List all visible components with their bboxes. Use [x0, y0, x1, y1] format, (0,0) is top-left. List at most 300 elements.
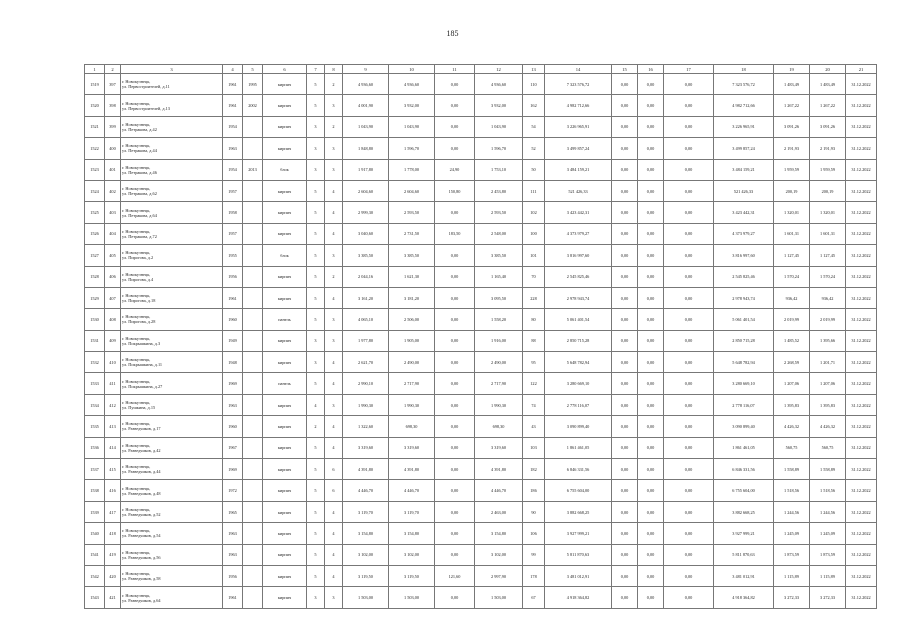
cell-c21: 31.12.2022	[846, 480, 877, 501]
address-city: г. Новокузнецк,	[122, 335, 151, 341]
cell-c16: 0,00	[638, 180, 664, 201]
cell-c15: 0,00	[612, 565, 638, 586]
cell-c4: 1956	[223, 266, 243, 287]
cell-c17: 0,00	[664, 523, 714, 544]
address-street: ул. Пирогова, д.18	[122, 298, 156, 304]
cell-c15: 0,00	[612, 95, 638, 116]
cell-c19: 1 518,56	[774, 480, 810, 501]
cell-c21: 31.12.2022	[846, 416, 877, 437]
address-cell	[121, 373, 223, 394]
cell-c13: 43	[523, 416, 545, 437]
column-number-row	[85, 65, 877, 74]
cell-c4: 1955	[223, 245, 243, 266]
page-number: 185	[446, 29, 459, 38]
cell-c1: 1539	[85, 501, 105, 522]
cell-c6: кирпич	[263, 480, 307, 501]
cell-c15: 0,00	[612, 266, 638, 287]
cell-c9: 3 102,00	[343, 544, 389, 565]
address-city: г. Новокузнецк,	[122, 186, 151, 192]
cell-c9: 3 040,60	[343, 223, 389, 244]
address-city: г. Новокузнецк,	[122, 100, 151, 106]
cell-c15: 0,00	[612, 309, 638, 330]
cell-c6: кирпич	[263, 180, 307, 201]
cell-c5: 2002	[243, 95, 263, 116]
cell-c13: 54	[523, 116, 545, 137]
cell-c17: 0,00	[664, 352, 714, 373]
address-cell	[121, 266, 223, 287]
cell-c20: 1 201,71	[810, 352, 846, 373]
cell-c11: 0,00	[435, 480, 475, 501]
cell-c10: 4 936,60	[389, 74, 435, 95]
cell-c21: 31.12.2022	[846, 459, 877, 480]
cell-c15: 0,00	[612, 501, 638, 522]
cell-c16: 0,00	[638, 480, 664, 501]
cell-c11: 0,00	[435, 523, 475, 544]
cell-c11: 0,00	[435, 459, 475, 480]
cell-c20: 1 959,59	[810, 159, 846, 180]
cell-c10: 2 604,60	[389, 180, 435, 201]
cell-c10: 2 593,50	[389, 202, 435, 223]
cell-c10: 3 932,00	[389, 95, 435, 116]
cell-c2: 411	[105, 373, 121, 394]
cell-c10: 1 043,90	[389, 116, 435, 137]
address-cell	[121, 480, 223, 501]
cell-c8: 4	[325, 523, 343, 544]
address-cell	[121, 180, 223, 201]
cell-c10: 2 731,50	[389, 223, 435, 244]
cell-c14: 6 846 331,56	[545, 459, 612, 480]
cell-c20: 3 272,33	[810, 587, 846, 608]
cell-c7: 3	[307, 138, 325, 159]
cell-c1: 1537	[85, 459, 105, 480]
cell-c10: 3 119,50	[389, 565, 435, 586]
cell-c9: 1 503,00	[343, 587, 389, 608]
cell-c11: 0,00	[435, 373, 475, 394]
address-cell	[121, 459, 223, 480]
cell-c12: 2 463,00	[475, 501, 523, 522]
cell-c18: 3 927 999,21	[714, 523, 774, 544]
cell-c14: 3 280 669,10	[545, 373, 612, 394]
cell-c10: 1 621,30	[389, 266, 435, 287]
cell-c11: 0,00	[435, 287, 475, 308]
cell-c18: 6 755 604,00	[714, 480, 774, 501]
address-street: ул. Разведчиков, д.56	[122, 554, 161, 560]
cell-c19: 2 019,99	[774, 309, 810, 330]
cell-c12: 698,30	[475, 416, 523, 437]
cell-c16: 0,00	[638, 416, 664, 437]
cell-c6: кирпич	[263, 138, 307, 159]
cell-c19: 4 426,32	[774, 416, 810, 437]
cell-c1: 1528	[85, 266, 105, 287]
cell-c2: 412	[105, 394, 121, 415]
cell-c4: 1957	[223, 180, 243, 201]
cell-c9: 3 161,20	[343, 287, 389, 308]
cell-c21: 31.12.2022	[846, 587, 877, 608]
cell-c7: 2	[307, 416, 325, 437]
cell-c4: 1963	[223, 523, 243, 544]
cell-c15: 0,00	[612, 330, 638, 351]
cell-c19: 1 320,01	[774, 202, 810, 223]
cell-c14: 3 816 997,60	[545, 245, 612, 266]
cell-c8: 3	[325, 245, 343, 266]
address-cell	[121, 223, 223, 244]
cell-c14: 5 648 782,94	[545, 352, 612, 373]
cell-c9: 1 977,80	[343, 330, 389, 351]
table-row	[85, 138, 877, 159]
cell-c17: 0,00	[664, 159, 714, 180]
cell-c13: 178	[523, 565, 545, 586]
cell-c6: кирпич	[263, 416, 307, 437]
cell-c2: 400	[105, 138, 121, 159]
cell-c13: 95	[523, 352, 545, 373]
cell-c5	[243, 116, 263, 137]
cell-c20: 2 019,99	[810, 309, 846, 330]
cell-c7: 3	[307, 587, 325, 608]
cell-c19: 1 245,09	[774, 523, 810, 544]
cell-c12: 1 043,90	[475, 116, 523, 137]
address-street: ул. Пирогова, д.4	[122, 276, 154, 282]
cell-c4: 1958	[223, 202, 243, 223]
cell-c10: 4 446,70	[389, 480, 435, 501]
cell-c4: 1960	[223, 416, 243, 437]
cell-c18: 3 484 159,21	[714, 159, 774, 180]
cell-c15: 0,00	[612, 180, 638, 201]
column-number-16: 16	[638, 65, 664, 74]
column-number-6: 6	[263, 65, 307, 74]
cell-c12: 3 095,50	[475, 287, 523, 308]
cell-c9: 2 621,70	[343, 352, 389, 373]
cell-c10: 4 391,80	[389, 459, 435, 480]
cell-c18: 1 861 461,05	[714, 437, 774, 458]
cell-c2: 415	[105, 459, 121, 480]
table-row	[85, 523, 877, 544]
address-cell	[121, 202, 223, 223]
cell-c16: 0,00	[638, 394, 664, 415]
cell-c7: 3	[307, 159, 325, 180]
table-row	[85, 159, 877, 180]
cell-c13: 52	[523, 138, 545, 159]
cell-c1: 1532	[85, 352, 105, 373]
cell-c20: 1 207,06	[810, 373, 846, 394]
cell-c9: 4 065,10	[343, 309, 389, 330]
table-row	[85, 95, 877, 116]
cell-c1: 1529	[85, 287, 105, 308]
cell-c7: 5	[307, 223, 325, 244]
cell-c2: 401	[105, 159, 121, 180]
cell-c4: 1957	[223, 223, 243, 244]
cell-c14: 3 090 899,40	[545, 416, 612, 437]
cell-c15: 0,00	[612, 437, 638, 458]
cell-c17: 0,00	[664, 330, 714, 351]
cell-c17: 0,00	[664, 266, 714, 287]
address-city: г. Новокузнецк,	[122, 143, 151, 149]
cell-c13: 162	[523, 95, 545, 116]
cell-c6: кирпич	[263, 202, 307, 223]
cell-c15: 0,00	[612, 287, 638, 308]
cell-c7: 5	[307, 544, 325, 565]
cell-c19: 560,75	[774, 437, 810, 458]
cell-c4: 1961	[223, 74, 243, 95]
cell-c6: кирпич	[263, 223, 307, 244]
cell-c2: 419	[105, 544, 121, 565]
address-street: ул. Покрышкина, д.11	[122, 362, 163, 368]
cell-c5	[243, 223, 263, 244]
cell-c1: 1521	[85, 116, 105, 137]
table-row	[85, 116, 877, 137]
cell-c11: 0,00	[435, 116, 475, 137]
cell-c14: 3 481 012,91	[545, 565, 612, 586]
cell-c19: 1 873,59	[774, 544, 810, 565]
cell-c5	[243, 416, 263, 437]
cell-c5	[243, 480, 263, 501]
cell-c11: 0,00	[435, 74, 475, 95]
cell-c2: 420	[105, 565, 121, 586]
cell-c1: 1533	[85, 373, 105, 394]
cell-c1: 1540	[85, 523, 105, 544]
cell-c1: 1530	[85, 309, 105, 330]
column-number-20: 20	[810, 65, 846, 74]
cell-c2: 409	[105, 330, 121, 351]
cell-c5	[243, 309, 263, 330]
cell-c2: 406	[105, 266, 121, 287]
cell-c13: 102	[523, 202, 545, 223]
cell-c1: 1526	[85, 223, 105, 244]
cell-c2: 403	[105, 202, 121, 223]
cell-c17: 0,00	[664, 74, 714, 95]
cell-c15: 0,00	[612, 74, 638, 95]
cell-c9: 3 319,60	[343, 437, 389, 458]
cell-c2: 408	[105, 309, 121, 330]
cell-c14: 2 545 825,46	[545, 266, 612, 287]
address-city: г. Новокузнецк,	[122, 79, 151, 85]
cell-c8: 4	[325, 437, 343, 458]
cell-c8: 4	[325, 180, 343, 201]
cell-c4: 1949	[223, 330, 243, 351]
address-street: ул. Покрышкина, д.3	[122, 340, 161, 346]
cell-c9: 3 154,80	[343, 523, 389, 544]
cell-c5: 1995	[243, 74, 263, 95]
address-city: г. Новокузнецк,	[122, 293, 151, 299]
cell-c12: 1 165,40	[475, 266, 523, 287]
cell-c19: 3 272,33	[774, 587, 810, 608]
cell-c21: 31.12.2022	[846, 352, 877, 373]
cell-c16: 0,00	[638, 95, 664, 116]
cell-c12: 2 717,90	[475, 373, 523, 394]
cell-c19: 1 244,56	[774, 501, 810, 522]
cell-c11: 0,00	[435, 437, 475, 458]
table-row	[85, 245, 877, 266]
cell-c14: 3 927 999,21	[545, 523, 612, 544]
cell-c5	[243, 394, 263, 415]
cell-c10: 1 778,00	[389, 159, 435, 180]
address-street: ул. Разведчиков, д.44	[122, 469, 161, 475]
cell-c20: 4 426,32	[810, 416, 846, 437]
column-number-14: 14	[545, 65, 612, 74]
cell-c8: 3	[325, 394, 343, 415]
cell-c17: 0,00	[664, 565, 714, 586]
cell-c12: 4 391,80	[475, 459, 523, 480]
cell-c7: 5	[307, 373, 325, 394]
cell-c18: 5 648 782,94	[714, 352, 774, 373]
cell-c17: 0,00	[664, 95, 714, 116]
cell-c14: 3 499 857,24	[545, 138, 612, 159]
cell-c16: 0,00	[638, 565, 664, 586]
cell-c12: 2 490,00	[475, 352, 523, 373]
cell-c1: 1536	[85, 437, 105, 458]
address-street: ул. Разведчиков, д.58	[122, 576, 161, 582]
cell-c8: 4	[325, 223, 343, 244]
cell-c10: 1 596,70	[389, 138, 435, 159]
cell-c1: 1523	[85, 159, 105, 180]
cell-c15: 0,00	[612, 523, 638, 544]
cell-c20: 1 570,24	[810, 266, 846, 287]
address-street: ул. Петракова, д.46	[122, 169, 157, 175]
cell-c1: 1531	[85, 330, 105, 351]
cell-c20: 1 483,49	[810, 74, 846, 95]
address-city: г. Новокузнецк,	[122, 357, 151, 363]
address-cell	[121, 138, 223, 159]
cell-c21: 31.12.2022	[846, 202, 877, 223]
address-cell	[121, 416, 223, 437]
column-number-18: 18	[714, 65, 774, 74]
cell-c14: 521 426,33	[545, 180, 612, 201]
cell-c8: 3	[325, 95, 343, 116]
table-row	[85, 223, 877, 244]
cell-c11: 121,60	[435, 565, 475, 586]
cell-c7: 3	[307, 116, 325, 137]
cell-c1: 1541	[85, 544, 105, 565]
cell-c15: 0,00	[612, 223, 638, 244]
cell-c2: 413	[105, 416, 121, 437]
column-number-17: 17	[664, 65, 714, 74]
cell-c6: кирпич	[263, 459, 307, 480]
cell-c21: 31.12.2022	[846, 74, 877, 95]
cell-c12: 1 916,00	[475, 330, 523, 351]
cell-c14: 4 918 364,82	[545, 587, 612, 608]
cell-c13: 110	[523, 74, 545, 95]
cell-c18: 4 982 712,66	[714, 95, 774, 116]
cell-c20: 560,75	[810, 437, 846, 458]
cell-c19: 1 558,89	[774, 459, 810, 480]
cell-c13: 88	[523, 330, 545, 351]
cell-c9: 1 043,90	[343, 116, 389, 137]
cell-c16: 0,00	[638, 245, 664, 266]
cell-c16: 0,00	[638, 330, 664, 351]
cell-c12: 3 102,00	[475, 544, 523, 565]
cell-c5	[243, 330, 263, 351]
cell-c21: 31.12.2022	[846, 394, 877, 415]
cell-c8: 3	[325, 309, 343, 330]
cell-c11: 0,00	[435, 202, 475, 223]
cell-c8: 2	[325, 116, 343, 137]
cell-c2: 414	[105, 437, 121, 458]
cell-c20: 1 873,59	[810, 544, 846, 565]
address-cell	[121, 74, 223, 95]
cell-c8: 3	[325, 159, 343, 180]
cell-c9: 2 604,60	[343, 180, 389, 201]
cell-c15: 0,00	[612, 394, 638, 415]
cell-c12: 1 558,20	[475, 309, 523, 330]
cell-c10: 1 503,00	[389, 587, 435, 608]
cell-c21: 31.12.2022	[846, 138, 877, 159]
cell-c8: 4	[325, 352, 343, 373]
cell-c1: 1527	[85, 245, 105, 266]
cell-c18: 2 978 943,74	[714, 287, 774, 308]
cell-c5	[243, 202, 263, 223]
cell-c11: 0,00	[435, 501, 475, 522]
cell-c21: 31.12.2022	[846, 437, 877, 458]
cell-c17: 0,00	[664, 480, 714, 501]
address-city: г. Новокузнецк,	[122, 314, 151, 320]
cell-c2: 398	[105, 95, 121, 116]
cell-c13: 99	[523, 544, 545, 565]
cell-c9: 2 044,16	[343, 266, 389, 287]
cell-c11: 0,00	[435, 95, 475, 116]
cell-c11: 0,00	[435, 352, 475, 373]
cell-c6: кирпич	[263, 565, 307, 586]
cell-c18: 7 323 576,72	[714, 74, 774, 95]
cell-c14: 3 882 668,25	[545, 501, 612, 522]
cell-c9: 3 119,70	[343, 501, 389, 522]
cell-c17: 0,00	[664, 138, 714, 159]
cell-c17: 0,00	[664, 309, 714, 330]
cell-c15: 0,00	[612, 544, 638, 565]
cell-c12: 3 932,00	[475, 95, 523, 116]
cell-c18: 3 499 857,24	[714, 138, 774, 159]
cell-c13: 228	[523, 287, 545, 308]
address-city: г. Новокузнецк,	[122, 592, 151, 598]
column-number-8: 8	[325, 65, 343, 74]
cell-c10: 2 506,00	[389, 309, 435, 330]
cell-c16: 0,00	[638, 116, 664, 137]
column-number-7: 7	[307, 65, 325, 74]
cell-c6: кирпич	[263, 501, 307, 522]
column-number-1: 1	[85, 65, 105, 74]
cell-c20: 1 558,89	[810, 459, 846, 480]
address-cell	[121, 501, 223, 522]
cell-c7: 5	[307, 287, 325, 308]
cell-c2: 399	[105, 116, 121, 137]
cell-c13: 101	[523, 245, 545, 266]
cell-c2: 417	[105, 501, 121, 522]
address-street: ул. Разведчиков, д.52	[122, 512, 161, 517]
cell-c19: 3 091,26	[774, 116, 810, 137]
address-city: г. Новокузнецк,	[122, 528, 151, 534]
cell-c16: 0,00	[638, 352, 664, 373]
cell-c19: 1 570,24	[774, 266, 810, 287]
cell-c9: 1 990,30	[343, 394, 389, 415]
cell-c8: 4	[325, 202, 343, 223]
cell-c5	[243, 459, 263, 480]
cell-c19: 1 483,49	[774, 74, 810, 95]
cell-c6: блок	[263, 245, 307, 266]
cell-c8: 2	[325, 266, 343, 287]
cell-c12: 2 453,80	[475, 180, 523, 201]
cell-c10: 3 154,80	[389, 523, 435, 544]
address-cell	[121, 287, 223, 308]
column-number-3: 3	[121, 65, 223, 74]
column-number-15: 15	[612, 65, 638, 74]
cell-c6: кирпич	[263, 437, 307, 458]
address-cell	[121, 245, 223, 266]
cell-c21: 31.12.2022	[846, 116, 877, 137]
cell-c4: 1969	[223, 373, 243, 394]
cell-c11: 0,00	[435, 587, 475, 608]
cell-c5	[243, 437, 263, 458]
address-street: ул. Петракова, д.42	[122, 126, 157, 132]
cell-c20: 1 244,56	[810, 501, 846, 522]
column-number-19: 19	[774, 65, 810, 74]
